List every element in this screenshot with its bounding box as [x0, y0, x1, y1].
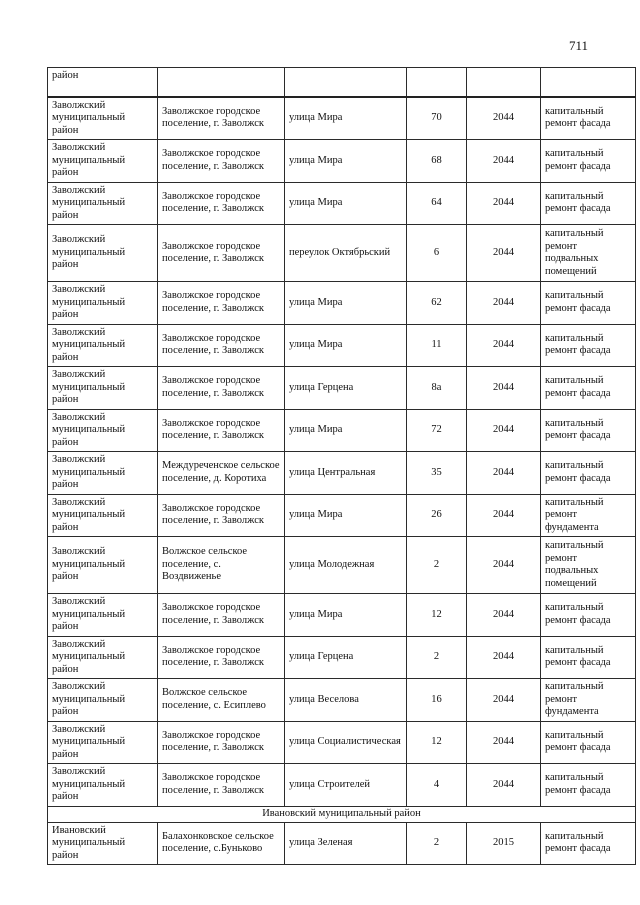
district-cell: Заволжский муниципальный район [48, 140, 158, 183]
district-cell: Заволжский муниципальный район [48, 367, 158, 410]
district-cell: Заволжский муниципальный район [48, 494, 158, 537]
house-number-cell: 70 [407, 97, 467, 140]
district-cell: Заволжский муниципальный район [48, 721, 158, 764]
work-type-cell: капитальный ремонт фасада [541, 764, 636, 807]
year-cell: 2044 [467, 494, 541, 537]
work-type-cell: капитальный ремонт подвальных помещений [541, 537, 636, 594]
table-row [48, 140, 636, 183]
district-cell: Заволжский муниципальный район [48, 409, 158, 452]
year-cell: 2015 [467, 822, 541, 865]
section-header-cell: Ивановский муниципальный район [48, 806, 636, 822]
house-number-cell: 72 [407, 409, 467, 452]
table-row [48, 679, 636, 722]
district-cell: Заволжский муниципальный район [48, 452, 158, 495]
table-row [48, 764, 636, 807]
year-cell: 2044 [467, 324, 541, 367]
work-type-cell: капитальный ремонт фундамента [541, 679, 636, 722]
house-number-cell: 2 [407, 537, 467, 594]
settlement-cell: Заволжское городское поселение, г. Заволжск [158, 636, 285, 679]
year-cell: 2044 [467, 367, 541, 410]
work-type-cell: капитальный ремонт фасада [541, 324, 636, 367]
house-number-cell: 6 [407, 225, 467, 282]
work-type-cell: капитальный ремонт фасада [541, 409, 636, 452]
year-cell: 2044 [467, 764, 541, 807]
table-row [48, 594, 636, 637]
year-cell: 2044 [467, 409, 541, 452]
table-row [48, 324, 636, 367]
settlement-cell: Заволжское городское поселение, г. Заволжск [158, 97, 285, 140]
work-type-cell: капитальный ремонт подвальных помещений [541, 225, 636, 282]
work-type-cell: капитальный ремонт фасада [541, 721, 636, 764]
street-cell: улица Социалистическая [285, 721, 407, 764]
table-row-carryover [48, 68, 636, 97]
house-number-cell: 11 [407, 324, 467, 367]
year-cell: 2044 [467, 679, 541, 722]
street-cell: улица Мира [285, 494, 407, 537]
district-cell: Ивановский муниципальный район [48, 822, 158, 865]
table-row [48, 537, 636, 594]
house-number-cell: 35 [407, 452, 467, 495]
table-row [48, 97, 636, 140]
settlement-cell: Заволжское городское поселение, г. Заволжск [158, 324, 285, 367]
table-row [48, 636, 636, 679]
work-type-cell [541, 68, 636, 97]
table-row [48, 452, 636, 495]
table-row [48, 721, 636, 764]
table-row [48, 494, 636, 537]
settlement-cell: Заволжское городское поселение, г. Заволжск [158, 594, 285, 637]
street-cell: улица Мира [285, 594, 407, 637]
house-number-cell: 12 [407, 721, 467, 764]
street-cell: улица Зеленая [285, 822, 407, 865]
table-row [48, 367, 636, 410]
work-type-cell: капитальный ремонт фасада [541, 140, 636, 183]
district-cell: Заволжский муниципальный район [48, 537, 158, 594]
settlement-cell: Заволжское городское поселение, г. Заволжск [158, 367, 285, 410]
house-number-cell: 12 [407, 594, 467, 637]
table-section-header-row [48, 806, 636, 822]
work-type-cell: капитальный ремонт фасада [541, 182, 636, 225]
house-number-cell: 26 [407, 494, 467, 537]
work-type-cell: капитальный ремонт фасада [541, 452, 636, 495]
work-type-cell: капитальный ремонт фасада [541, 594, 636, 637]
table-row [48, 282, 636, 325]
year-cell: 2044 [467, 225, 541, 282]
settlement-cell: Заволжское городское поселение, г. Заволжск [158, 494, 285, 537]
year-cell: 2044 [467, 182, 541, 225]
work-type-cell: капитальный ремонт фасада [541, 636, 636, 679]
district-cell: Заволжский муниципальный район [48, 225, 158, 282]
settlement-cell: Заволжское городское поселение, г. Заволжск [158, 721, 285, 764]
district-cell: район [48, 68, 158, 97]
year-cell: 2044 [467, 594, 541, 637]
year-cell [467, 68, 541, 97]
settlement-cell: Заволжское городское поселение, г. Заволжск [158, 282, 285, 325]
settlement-cell: Заволжское городское поселение, г. Заволжск [158, 140, 285, 183]
district-cell: Заволжский муниципальный район [48, 636, 158, 679]
table-row [48, 182, 636, 225]
street-cell: улица Молодежная [285, 537, 407, 594]
street-cell: улица Мира [285, 97, 407, 140]
street-cell: улица Веселова [285, 679, 407, 722]
street-cell: улица Мира [285, 140, 407, 183]
district-cell: Заволжский муниципальный район [48, 594, 158, 637]
table-row [48, 225, 636, 282]
settlement-cell: Волжское сельское поселение, с. Воздвиженье [158, 537, 285, 594]
settlement-cell: Заволжское городское поселение, г. Заволжск [158, 225, 285, 282]
table-row [48, 822, 636, 865]
settlement-cell: Балахонковское сельское поселение, с.Буньково [158, 822, 285, 865]
house-number-cell: 8а [407, 367, 467, 410]
street-cell: улица Герцена [285, 367, 407, 410]
house-number-cell: 4 [407, 764, 467, 807]
district-cell: Заволжский муниципальный район [48, 764, 158, 807]
district-cell: Заволжский муниципальный район [48, 182, 158, 225]
house-number-cell: 2 [407, 636, 467, 679]
house-number-cell: 64 [407, 182, 467, 225]
house-number-cell: 2 [407, 822, 467, 865]
work-type-cell: капитальный ремонт фасада [541, 822, 636, 865]
house-number-cell [407, 68, 467, 97]
district-cell: Заволжский муниципальный район [48, 679, 158, 722]
street-cell [285, 68, 407, 97]
year-cell: 2044 [467, 97, 541, 140]
year-cell: 2044 [467, 282, 541, 325]
street-cell: улица Мира [285, 409, 407, 452]
street-cell: улица Центральная [285, 452, 407, 495]
street-cell: улица Мира [285, 182, 407, 225]
settlement-cell: Междуреченское сельское поселение, д. Коротиха [158, 452, 285, 495]
work-type-cell: капитальный ремонт фасада [541, 97, 636, 140]
capital-repair-table [47, 67, 636, 865]
street-cell: переулок Октябрьский [285, 225, 407, 282]
house-number-cell: 68 [407, 140, 467, 183]
settlement-cell: Заволжское городское поселение, г. Заволжск [158, 409, 285, 452]
district-cell: Заволжский муниципальный район [48, 97, 158, 140]
district-cell: Заволжский муниципальный район [48, 282, 158, 325]
settlement-cell: Волжское сельское поселение, с. Есиплево [158, 679, 285, 722]
year-cell: 2044 [467, 140, 541, 183]
work-type-cell: капитальный ремонт фасада [541, 282, 636, 325]
district-cell: Заволжский муниципальный район [48, 324, 158, 367]
settlement-cell: Заволжское городское поселение, г. Заволжск [158, 764, 285, 807]
year-cell: 2044 [467, 721, 541, 764]
work-type-cell: капитальный ремонт фасада [541, 367, 636, 410]
page-number: 711 [568, 38, 588, 53]
settlement-cell [158, 68, 285, 97]
year-cell: 2044 [467, 636, 541, 679]
year-cell: 2044 [467, 537, 541, 594]
work-type-cell: капитальный ремонт фундамента [541, 494, 636, 537]
settlement-cell: Заволжское городское поселение, г. Заволжск [158, 182, 285, 225]
street-cell: улица Герцена [285, 636, 407, 679]
street-cell: улица Строителей [285, 764, 407, 807]
year-cell: 2044 [467, 452, 541, 495]
house-number-cell: 16 [407, 679, 467, 722]
table-row [48, 409, 636, 452]
house-number-cell: 62 [407, 282, 467, 325]
street-cell: улица Мира [285, 324, 407, 367]
street-cell: улица Мира [285, 282, 407, 325]
